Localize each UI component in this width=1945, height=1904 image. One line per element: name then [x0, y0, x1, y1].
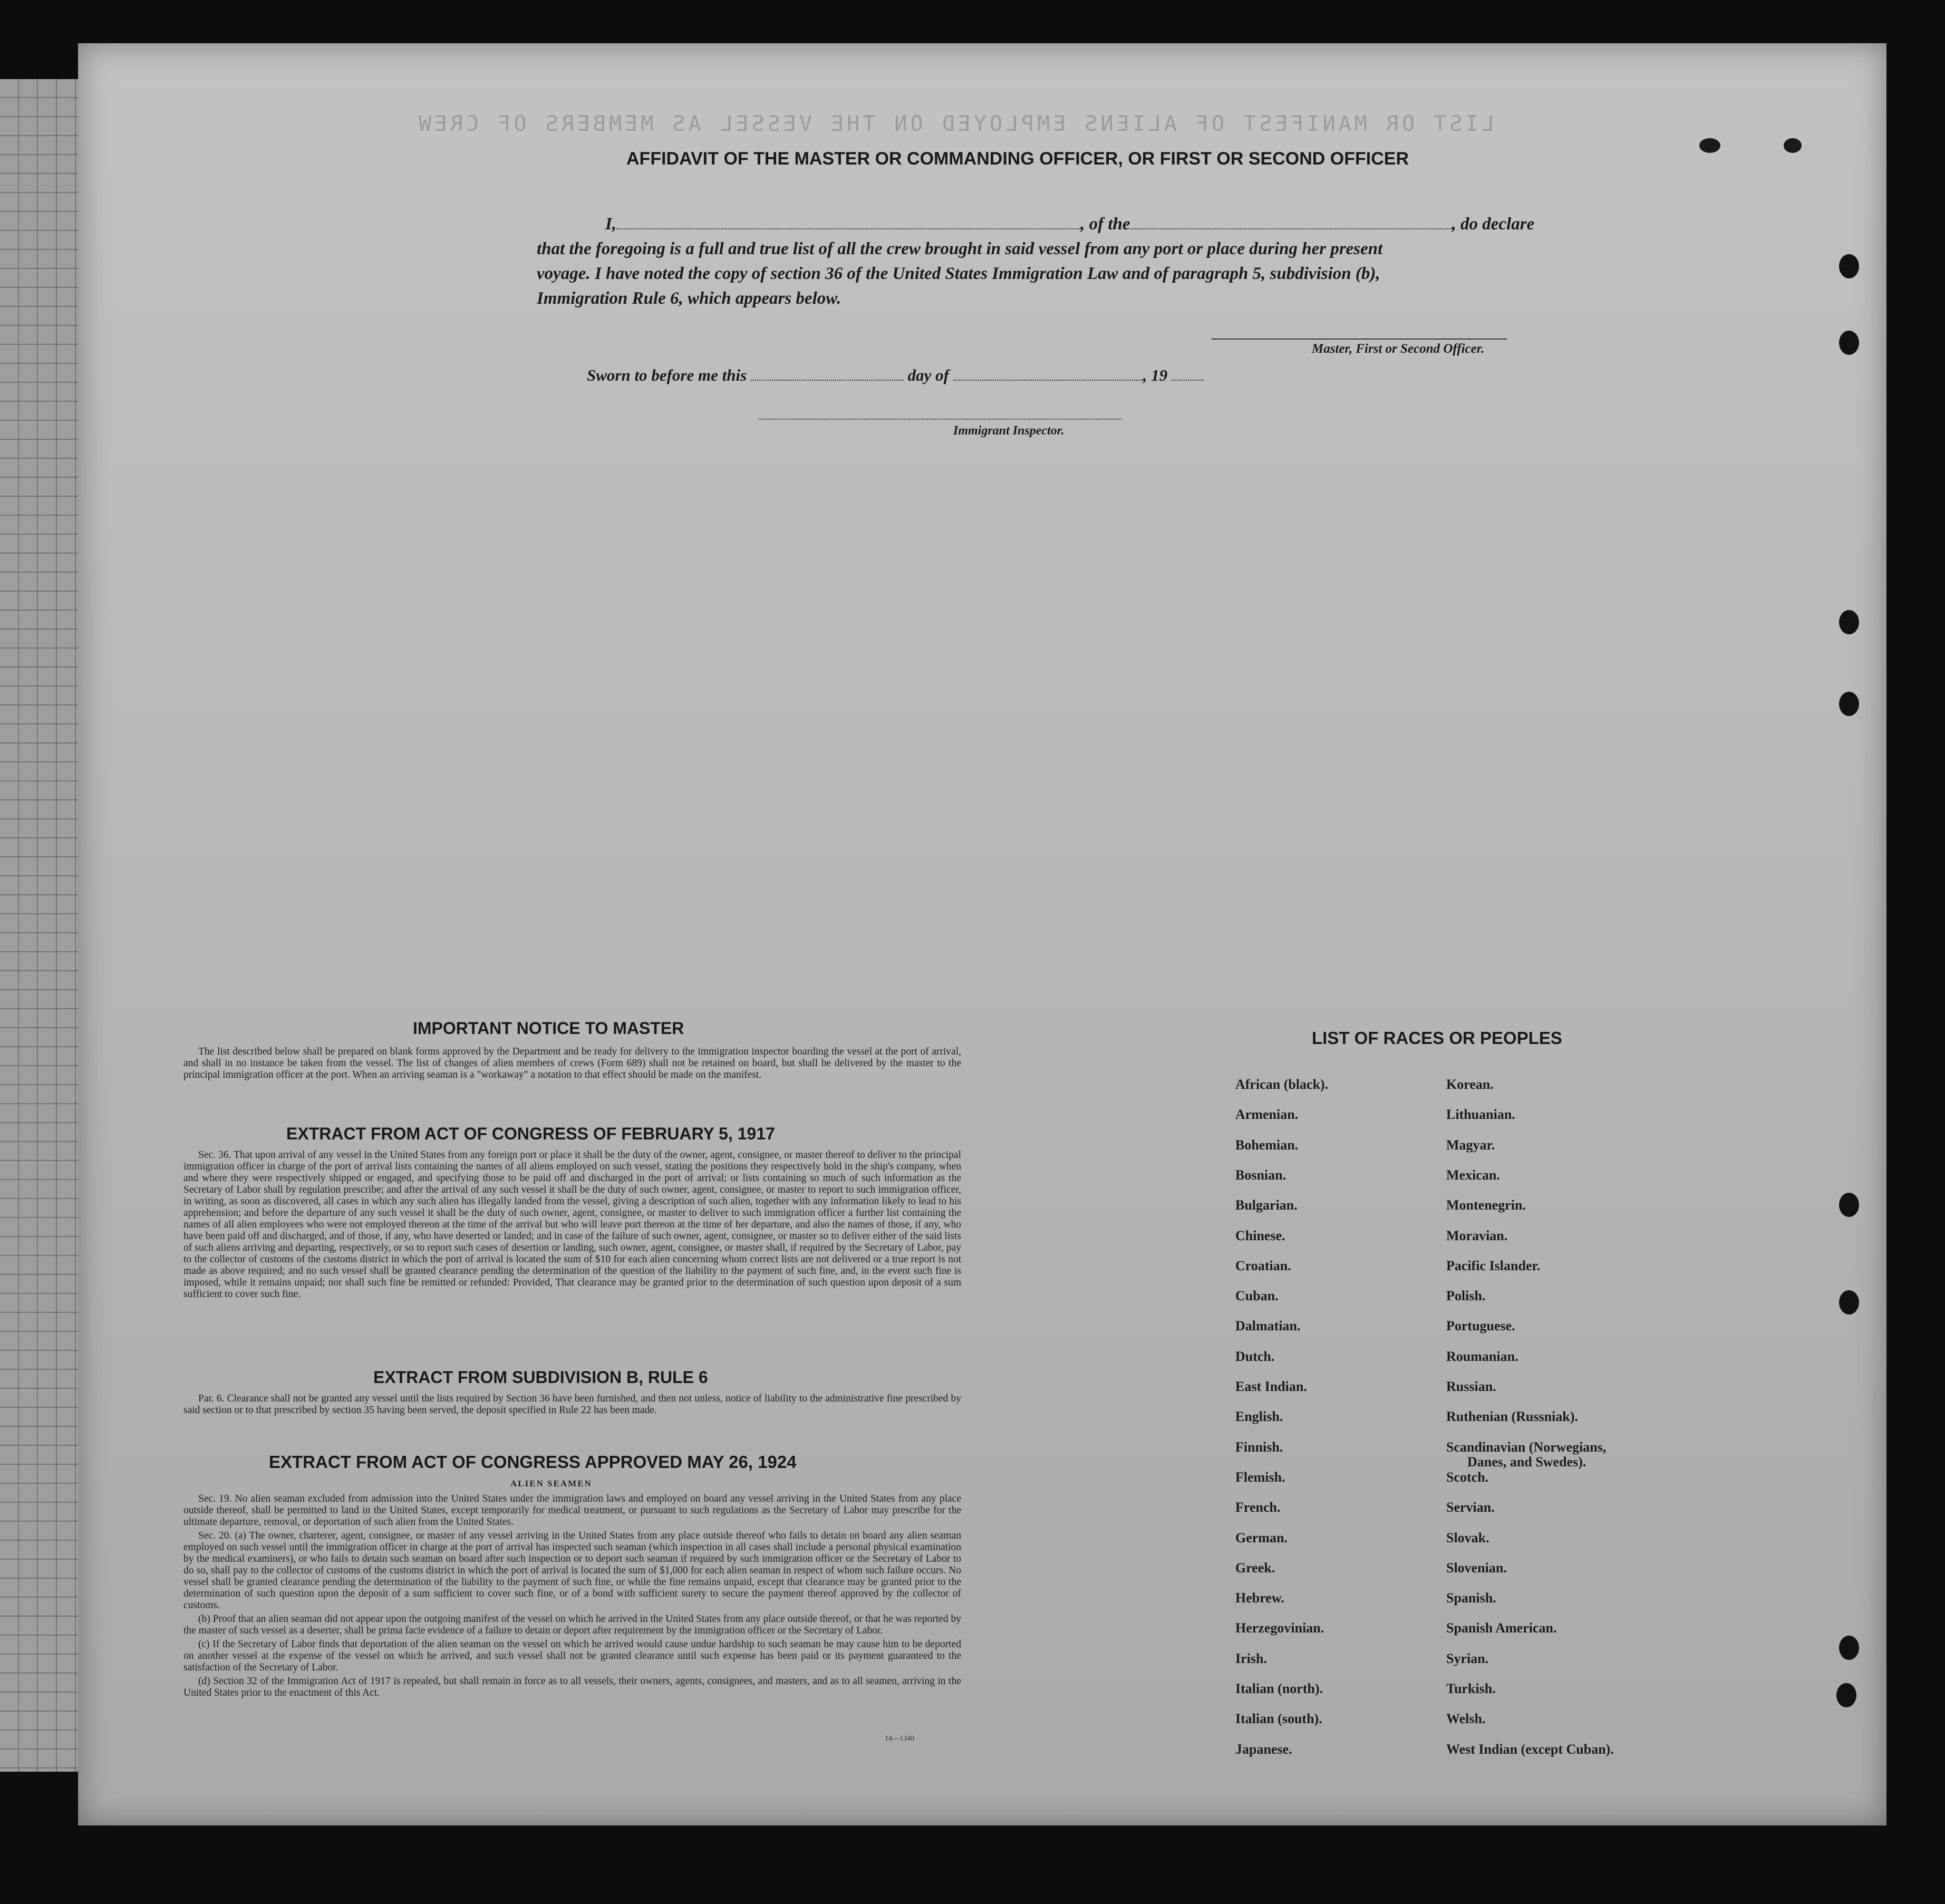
race-entry: Mexican. — [1446, 1167, 1500, 1183]
signature-line[interactable] — [1212, 339, 1507, 340]
rule6-par6: Par. 6. Clearance shall not be granted any vessel until the lists required by Section 36 have been furnished, and then not unless, notice of liability to the administrative fine prescribed by said section or to that prescribed by section 35 having been served, the deposit specified in Rule 22 has been made. — [183, 1393, 961, 1416]
notice-body — [183, 1046, 961, 1083]
race-entry: Lithuanian. — [1446, 1107, 1515, 1123]
affidavit-declare: , do declare — [1452, 215, 1535, 234]
notice-title: IMPORTANT NOTICE TO MASTER — [413, 1019, 684, 1038]
race-entry: Dutch. — [1235, 1348, 1275, 1364]
sworn-day-of: day of — [907, 366, 949, 384]
race-entry: Polish. — [1446, 1288, 1486, 1304]
affidavit-line-4: Immigration Rule 6, which appears below. — [537, 289, 841, 308]
punch-hole — [1839, 610, 1859, 634]
punch-hole — [1839, 1290, 1859, 1315]
left-grid-margin — [0, 79, 78, 1772]
vessel-blank[interactable] — [1130, 228, 1452, 229]
punch-hole — [1839, 331, 1859, 355]
race-entry: Italian (south). — [1235, 1711, 1322, 1727]
inspector-signature-line[interactable] — [758, 419, 1122, 420]
act1924-sec20b: (b) Proof that an alien seaman did not appear upon the outgoing manifest of the vessel on which he arrived in the United States from any place outside thereof, or that he was reported by the master of such vessel as a deserter, shall be prima facie evidence of a failure to detain or deport after requirement by the immigration officer or the Secretary of Labor. — [183, 1613, 961, 1636]
inspector-label: Immigrant Inspector. — [953, 424, 1065, 438]
race-entry: English. — [1235, 1409, 1283, 1425]
ink-spot — [1784, 138, 1802, 153]
act1924-sec20c: (c) If the Secretary of Labor finds that deportation of the alien seaman on the vessel on which he arrived would cause undue hardship to such seaman he may cause him to be deported on another vessel at the expense of the vessel on which he arrived, and such vessel shall not be granted clearance until such expense has been paid or its payment guaranteed to the satisfaction of the Secretary of Labor. — [183, 1639, 961, 1673]
punch-hole — [1839, 692, 1859, 716]
race-entry: Korean. — [1446, 1077, 1494, 1092]
race-entry: Bosnian. — [1235, 1167, 1286, 1183]
race-entry: Japanese. — [1235, 1741, 1292, 1757]
act1917-body — [183, 1149, 961, 1302]
race-entry: Syrian. — [1446, 1650, 1489, 1666]
affidavit-line-2: that the foregoing is a full and true list of all the crew brought in said vessel from any port or place during her present — [537, 239, 1383, 258]
race-entry: Italian (north). — [1235, 1681, 1323, 1696]
sworn-prefix: Sworn to before me this — [587, 366, 747, 384]
act1917-sec36: Sec. 36. That upon arrival of any vessel in the United States from any foreign port or place it shall be the duty of the owner, agent, consignee, or master thereof to deliver to the principal immigration officer in charge of the port of arrival lists containing the names of all aliens employed on such vessel, stating the positions they respectively hold in the ship's company, when and where they were respectively shipped or engaged, and specifying those to be paid off and discharged in the port of arrival; or lists containing so much of such information as the Secretary of Labor shall by regulation prescribe; and after the arrival of any such vessel it shall be the duty of such owner, agent, consignee, or master to report to such immigration officer, in writing, as soon as discovered, all cases in which any such alien has illegally landed from the vessel, giving a description of such alien, together with any information likely to lead to his apprehension; and before the departure of any such vessel it shall be the duty of such owner, agent, consignee, or master to deliver to such immigration officer a further list containing the names of all alien employees who were not employed thereon at the time of the arrival but who will leave port thereon at the time of her departure, and also the names of those, if any, who have been paid off and discharged, and of those, if any, who have deserted or landed; and in case of the failure of such owner, agent, consignee, or master so to deliver either of the said lists of such aliens arriving and departing, respectively, or so to report such cases of desertion or landing, such owner, agent, consignee, or master shall, if required by the Secretary of Labor, pay to the collector of customs of the customs district in which the port of arrival is located the sum of $10 for each alien concerning whom correct lists are not delivered or a true report is not made as above required; and no such vessel shall be granted clearance pending the determination of the question of the liability to the payment of such fine, and, in the event such fine is imposed, while it remains unpaid; nor shall such fine be remitted or refunded: Provided, That clearance may be granted prior to the determination of such question upon deposit of a sum sufficient to cover such fine. — [183, 1149, 961, 1300]
race-entry: Roumanian. — [1446, 1348, 1518, 1364]
race-entry: East Indian. — [1235, 1379, 1307, 1394]
act1924-sec20a: Sec. 20. (a) The owner, charterer, agent, consignee, or master of any vessel arriving in the United States from any place outside thereof who fails to detain on board any alien seaman employed on such vessel until the immigration officer in charge at the port of arrival has inspected such seaman (which inspection in all cases shall include a personal physical examination by the medical examiners), or who fails to detain such seaman on board after such inspection or to deport such seaman if required by such immigration officer or the Secretary of Labor to do so, shall pay to the collector of customs of the customs district in which the port of arrival is located the sum of $1,000 for each alien seaman in respect of whom such failure occurs. No vessel shall be granted clearance pending the determination of the liability to the payment of such fine, or while the fine remains unpaid, except that clearance may be granted prior to the determination of such question upon the deposit of a sum sufficient to cover such fine, or of a bond with sufficient surety to secure the payment thereof approved by the collector of customs. — [183, 1530, 961, 1611]
act1924-sec20d: (d) Section 32 of the Immigration Act of 1917 is repealed, but shall remain in force as to all vessels, their owners, agents, consignees, and masters, and as to all seamen, arriving in the United States prior to the enactment of this Act. — [183, 1676, 961, 1698]
sworn-day-blank[interactable] — [751, 380, 904, 381]
races-column-1 — [1235, 1077, 1457, 1762]
bleed-through-title: LIST OR MANIFEST OF ALIENS EMPLOYED ON THE VESSEL AS MEMBERS OF CREW — [415, 112, 1494, 136]
rule6-body — [183, 1393, 961, 1418]
races-column-2 — [1446, 1077, 1741, 1762]
race-entry: Danes, and Swedes). — [1467, 1454, 1586, 1470]
act1924-subtitle: ALIEN SEAMEN — [510, 1478, 592, 1489]
sworn-year: , 19 — [1143, 366, 1168, 384]
act1924-body — [183, 1493, 961, 1701]
race-entry: Herzegovinian. — [1235, 1620, 1324, 1636]
affidavit-of: , of the — [1080, 215, 1130, 234]
race-entry: German. — [1235, 1530, 1288, 1545]
form-number: 14—1340 — [885, 1735, 914, 1743]
race-entry: Welsh. — [1446, 1711, 1486, 1727]
race-entry: Slovak. — [1446, 1530, 1489, 1545]
sworn-line — [587, 366, 1203, 385]
affidavit-line-3: voyage. I have noted the copy of section 36 of the United States Immigration Law and of paragraph 5, subdivision (b), — [537, 264, 1380, 283]
rule6-title: EXTRACT FROM SUBDIVISION B, RULE 6 — [373, 1368, 708, 1387]
race-entry: Hebrew. — [1235, 1590, 1284, 1606]
race-entry: Servian. — [1446, 1500, 1495, 1515]
name-blank[interactable] — [616, 228, 1080, 229]
race-entry: Spanish American. — [1446, 1620, 1557, 1636]
race-entry: West Indian (except Cuban). — [1446, 1741, 1614, 1757]
race-entry: Montenegrin. — [1446, 1197, 1526, 1213]
punch-hole — [1839, 1193, 1859, 1217]
sworn-year-blank[interactable] — [1172, 380, 1203, 381]
race-entry: Chinese. — [1235, 1228, 1285, 1243]
race-entry: Bohemian. — [1235, 1137, 1299, 1153]
race-entry: French. — [1235, 1500, 1281, 1515]
race-entry: Moravian. — [1446, 1228, 1508, 1243]
affidavit-title: AFFIDAVIT OF THE MASTER OR COMMANDING OFFICER, OR FIRST OR SECOND OFFICER — [626, 149, 1409, 169]
races-title: LIST OF RACES OR PEOPLES — [1312, 1028, 1562, 1048]
act1924-title: EXTRACT FROM ACT OF CONGRESS APPROVED MAY 26, 1924 — [269, 1452, 797, 1472]
sworn-month-blank[interactable] — [953, 380, 1143, 381]
affidavit-line-1 — [605, 215, 1534, 234]
punch-hole — [1836, 1683, 1856, 1707]
ink-spot — [1699, 138, 1720, 153]
punch-hole — [1839, 1636, 1859, 1660]
race-entry: Scandinavian (Norwegians, — [1446, 1439, 1607, 1455]
race-entry: Finnish. — [1235, 1439, 1283, 1455]
race-entry: Flemish. — [1235, 1469, 1285, 1485]
race-entry: Russian. — [1446, 1379, 1496, 1394]
signature-label: Master, First or Second Officer. — [1312, 342, 1485, 356]
race-entry: Greek. — [1235, 1560, 1275, 1576]
race-entry: Cuban. — [1235, 1288, 1279, 1304]
manifest-sheet — [78, 43, 1886, 1825]
race-entry: Turkish. — [1446, 1681, 1496, 1696]
affidavit-i: I, — [605, 215, 617, 234]
race-entry: Scotch. — [1446, 1469, 1489, 1485]
race-entry: Portuguese. — [1446, 1318, 1515, 1334]
race-entry: Armenian. — [1235, 1107, 1299, 1123]
race-entry: Ruthenian (Russniak). — [1446, 1409, 1578, 1425]
act1917-title: EXTRACT FROM ACT OF CONGRESS OF FEBRUARY 5, 1917 — [286, 1124, 775, 1143]
race-entry: Spanish. — [1446, 1590, 1496, 1606]
race-entry: Croatian. — [1235, 1258, 1291, 1273]
act1924-sec19: Sec. 19. No alien seaman excluded from admission into the United States under the immigration laws and employed on board any vessel arriving in the United States from any place outside thereof, shall be permitted to land in the United States, except temporarily for medical treatment, or pursuant to such regulations as the Secretary of Labor may prescribe for the ultimate departure, removal, or deportation of such alien from the United States. — [183, 1493, 961, 1528]
race-entry: Irish. — [1235, 1650, 1267, 1666]
notice-paragraph: The list described below shall be prepared on blank forms approved by the Department and be ready for delivery to the immigration inspector boarding the vessel at the port of arrival, and shall in no instance be taken from the vessel. The list of changes of alien members of crews (Form 689) shall not be retained on board, but shall be delivered by the master to the principal immigration officer at the port. When an arriving seaman is a "workaway" a notation to that effect should be made on the manifest. — [183, 1046, 961, 1080]
race-entry: Pacific Islander. — [1446, 1258, 1541, 1273]
punch-hole — [1839, 254, 1859, 278]
race-entry: Slovenian. — [1446, 1560, 1507, 1576]
race-entry: Bulgarian. — [1235, 1197, 1298, 1213]
race-entry: African (black). — [1235, 1077, 1329, 1092]
race-entry: Magyar. — [1446, 1137, 1495, 1153]
race-entry: Dalmatian. — [1235, 1318, 1301, 1334]
